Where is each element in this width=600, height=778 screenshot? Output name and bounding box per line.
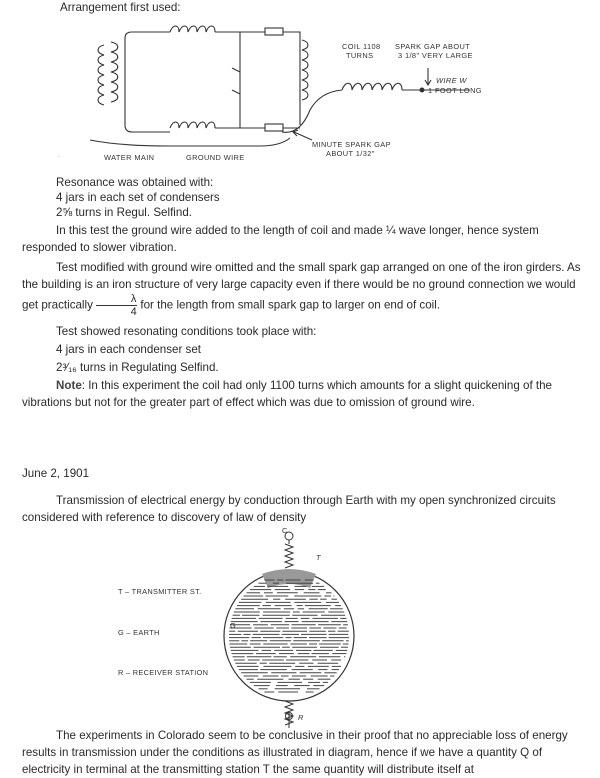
- top-inductor: [170, 26, 215, 32]
- primary-coil: [98, 45, 104, 105]
- lower-gap: [265, 124, 283, 131]
- lambda-quarter-fraction: [96, 293, 138, 318]
- label-r: R: [298, 713, 304, 722]
- svg-text:·: ·: [58, 154, 60, 160]
- resonating-line-1: Test showed resonating conditions took place with:: [56, 325, 317, 338]
- fraction-numerator: λ: [96, 293, 138, 306]
- minute-gap-label-1: MINUTE SPARK GAP: [312, 140, 391, 149]
- resonating-line-2: 4 jars in each condenser set: [56, 343, 202, 356]
- coil-label-1: COIL 1108: [342, 42, 381, 51]
- resonance-line-1: Resonance was obtained with:: [56, 176, 214, 189]
- coil-1108: [342, 83, 402, 90]
- paragraph-transmission: Transmission of electrical energy by conduction through Earth with my open synchronized circuits considered with reference to discovery of law of density: [22, 494, 556, 524]
- note-label: Note: [56, 379, 82, 392]
- top-coil: [285, 544, 293, 568]
- paragraph-test-modified: [22, 259, 582, 318]
- paragraph-experiments: The experiments in Colorado seem to be conclusive in their proof that no appreciable loss of energy results in transmission under the conditions as illustrated in diagram, hence if we have a quantity Q of electricity in terminal at the transmitting station T the same quantity will distribute itself at: [22, 729, 568, 776]
- arrangement-heading: Arrangement first used:: [60, 1, 181, 14]
- note-text: : In this experiment the coil had only 1100 turns which amounts for a slight quickening of the vibrations but not for the greater part of effect which was due to omission of ground wire.: [22, 379, 553, 409]
- paragraph-ground-wire: In this test the ground wire added to the length of coil and made ¼ wave longer, hence system responded to slower vibration.: [22, 224, 539, 254]
- circuit-diagram: [0, 0, 600, 175]
- spark-gap-label-2: 3 1/8" VERY LARGE: [398, 51, 473, 60]
- fraction-denominator: 4: [130, 306, 137, 318]
- ground-wire-label: GROUND WIRE: [186, 153, 245, 162]
- legend-receiver: R – RECEIVER STATION: [118, 668, 209, 677]
- label-t: T: [316, 553, 321, 562]
- wire-label-2: 1 FOOT LONG: [428, 86, 482, 95]
- paragraph-test-modified-text: Test modified with ground wire omitted and the small spark gap arranged on one of the iron girders. As the building is an iron structure of very large capacity even if there would be no ground connection we would get practically: [22, 261, 581, 312]
- bottom-inductor: [170, 122, 215, 128]
- coil-label-2: TURNS: [346, 51, 374, 60]
- water-main-label: WATER MAIN: [104, 153, 155, 162]
- date-heading: June 2, 1901: [22, 467, 90, 480]
- resonating-line-3: 2³⁄₁₆ turns in Regulating Selfind.: [56, 361, 219, 374]
- earth-globe-diagram: [0, 528, 600, 728]
- wire-label-1: WIRE W: [436, 76, 467, 85]
- globe-outline: [224, 571, 354, 701]
- legend-earth: G – EARTH: [118, 628, 160, 637]
- spark-gap-label-1: SPARK GAP ABOUT: [395, 42, 471, 51]
- minute-gap-label-2: ABOUT 1/32": [326, 149, 375, 158]
- resonance-line-2: 4 jars in each set of condensers: [56, 191, 220, 204]
- legend-transmitter: T – TRANSMITTER ST.: [118, 587, 202, 596]
- secondary-coil: [302, 40, 308, 100]
- paragraph-test-modified-tail: for the length from small spark gap to larger on end of coil.: [140, 298, 441, 312]
- note-paragraph: [22, 377, 582, 411]
- label-g: G: [230, 621, 237, 630]
- label-c: C: [282, 526, 288, 535]
- upper-gap: [265, 28, 283, 35]
- resonance-line-3: 2⅝ turns in Regul. Selfind.: [56, 206, 192, 219]
